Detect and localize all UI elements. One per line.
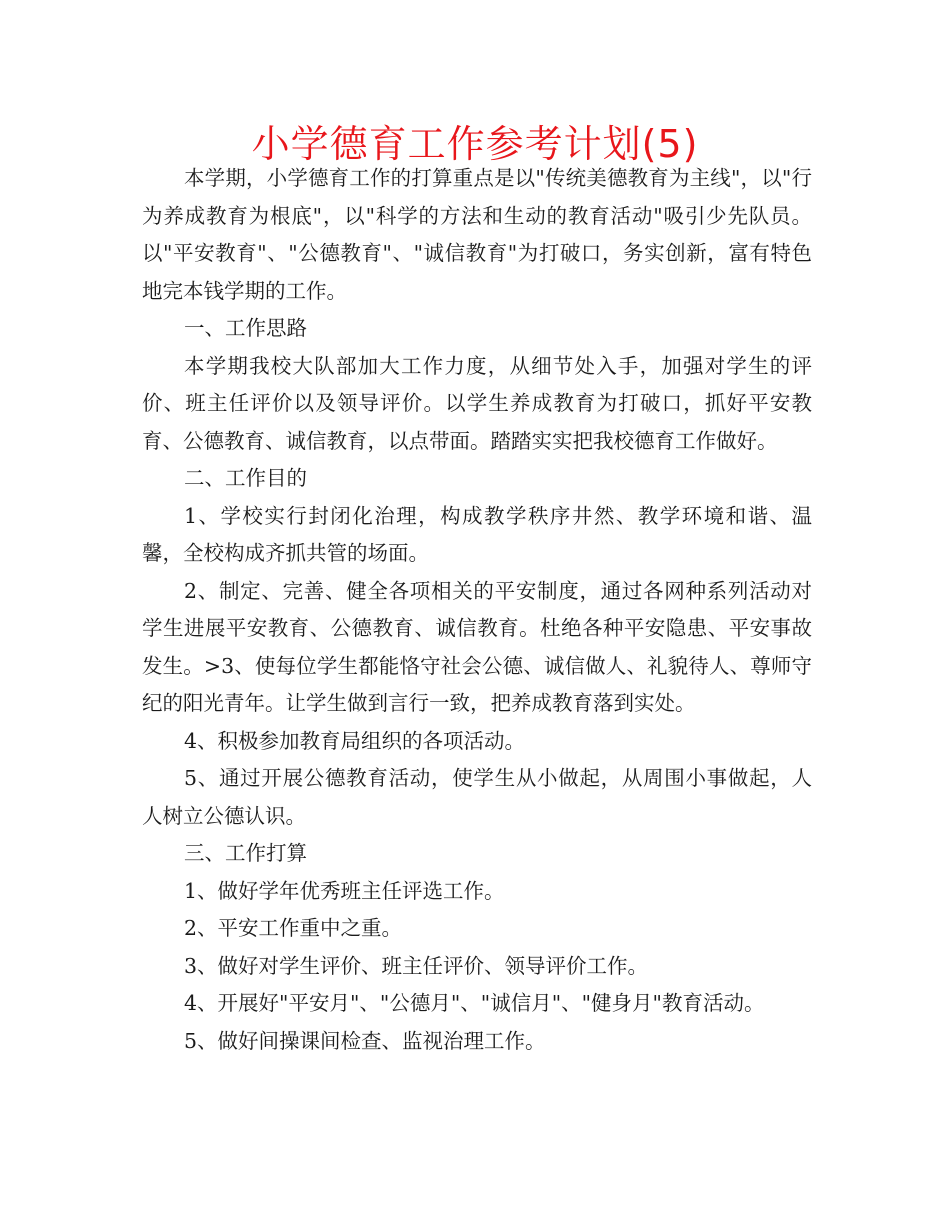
section-heading-work-plan: 三、工作打算	[184, 841, 307, 865]
intro-paragraph: 本学期，小学德育工作的打算重点是以"传统美德教育为主线"，以"行为养成教育为根底"，以"科学的方法和生动的教育活动"吸引少先队员。以"平安教育"、"公德教育"、"诚信教育"为打破口，务实创新，富有特色地完本钱学期的工作。	[142, 166, 812, 303]
goal-item: 1、学校实行封闭化治理，构成教学秩序井然、教学环境和谐、温馨，全校构成齐抓共管的场面。	[142, 503, 812, 565]
plan-item: 4、开展好"平安月"、"公德月"、"诚信月"、"健身月"教育活动。	[184, 991, 765, 1015]
plan-item: 1、做好学年优秀班主任评选工作。	[184, 878, 505, 903]
document-title: 小学德育工作参考计划(5)	[251, 122, 699, 166]
goal-item: 4、积极参加教育局组织的各项活动。	[184, 728, 526, 753]
section-heading-work-goals: 二、工作目的	[184, 466, 307, 490]
section-heading-work-ideas: 一、工作思路	[184, 316, 307, 340]
document-body	[142, 160, 812, 1060]
plan-item: 5、做好间操课间检查、监视治理工作。	[184, 1028, 546, 1053]
plan-item: 2、平安工作重中之重。	[184, 916, 403, 940]
work-ideas-paragraph: 本学期我校大队部加大工作力度，从细节处入手，加强对学生的评价、班主任评价以及领导评价。以学生养成教育为打破口，抓好平安教育、公德教育、诚信教育，以点带面。踏踏实实把我校德育工作做好。	[142, 353, 812, 453]
goal-item: 2、制定、完善、健全各项相关的平安制度，通过各网种系列活动对学生进展平安教育、公德教育、诚信教育。杜绝各种平安隐患、平安事故发生。>3、使每位学生都能恪守社会公德、诚信做人、礼貌待人、尊师守纪的阳光青年。让学生做到言行一致，把养成教育落到实处。	[142, 578, 812, 715]
goal-item: 5、通过开展公德教育活动，使学生从小做起，从周围小事做起，人人树立公德认识。	[142, 766, 812, 828]
plan-item: 3、做好对学生评价、班主任评价、领导评价工作。	[184, 953, 649, 978]
